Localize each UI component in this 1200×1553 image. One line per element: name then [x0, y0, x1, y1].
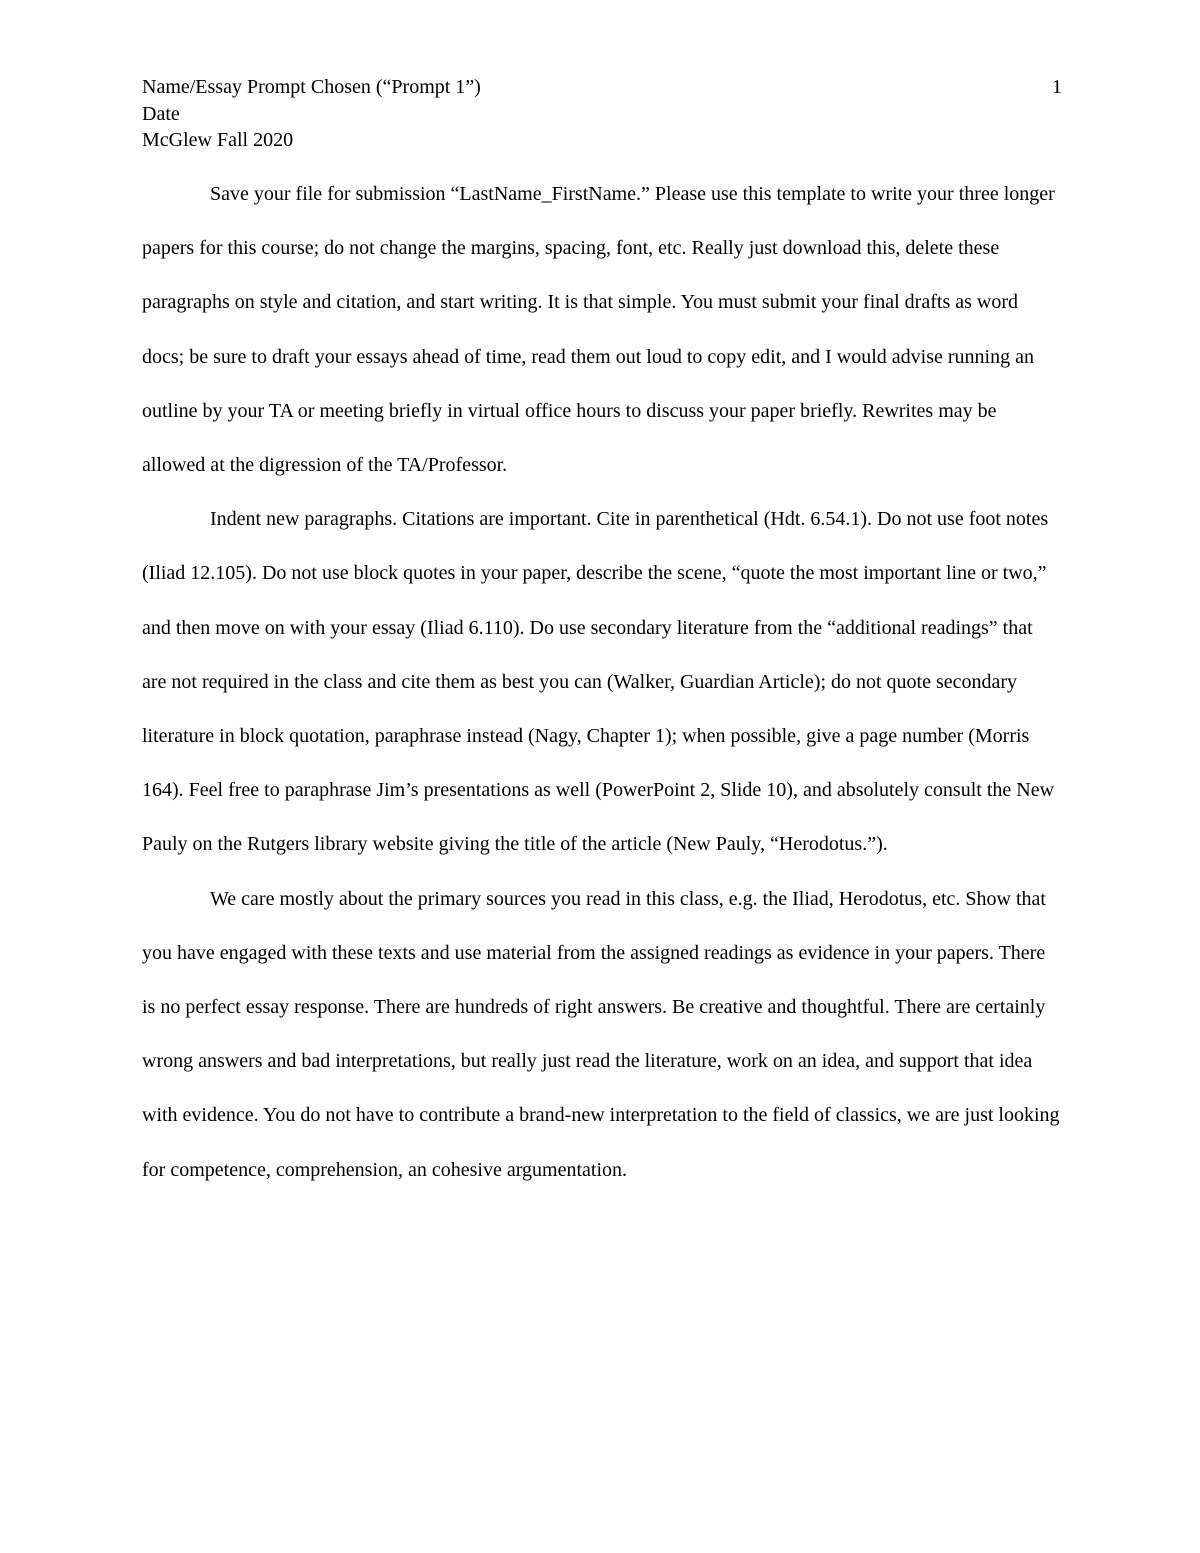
document-header [142, 74, 1062, 154]
header-name-prompt: Name/Essay Prompt Chosen (“Prompt 1”) [142, 76, 481, 98]
document-body [142, 167, 1060, 1197]
page-number: 1 [1052, 76, 1062, 98]
header-course: McGlew Fall 2020 [142, 129, 294, 151]
header-date: Date [142, 102, 180, 125]
paragraph-submission-instructions: Save your file for submission “LastName_FirstName.” Please use this template to write your three longer papers for this course; do not change the margins, spacing, font, etc. Really just download this, delete these paragraphs on style and citation, and start writing. It is that simple. You must submit your final drafts as word docs; be sure to draft your essays ahead of time, read them out loud to copy edit, and I would advise running an outline by your TA or meeting briefly in virtual office hours to discuss your paper briefly. Rewrites may be allowed at the digression of the TA/Professor. [142, 183, 1055, 477]
paragraph-citation-guidelines: Indent new paragraphs. Citations are important. Cite in parenthetical (Hdt. 6.54.1). Do not use foot notes (Iliad 12.105). Do not use block quotes in your paper, describe the scene, “quote the most important line or two,” and then move on with your essay (Iliad 6.110). Do use secondary literature from the “additional readings” that are not required in the class and cite them as best you can (Walker, Guardian Article); do not quote secondary literature in block quotation, paraphrase instead (Nagy, Chapter 1); when possible, give a page number (Morris 164). Feel free to paraphrase Jim’s presentations as well (PowerPoint 2, Slide 10), and absolutely consult the New Pauly on the Rutgers library website giving the title of the article (New Pauly, “Herodotus.”). [142, 508, 1055, 856]
paragraph-primary-sources: We care mostly about the primary sources you read in this class, e.g. the Iliad, Herodotus, etc. Show that you have engaged with these texts and use material from the assigned readings as evidence in your papers. There is no perfect essay response. There are hundreds of right answers. Be creative and thoughtful. There are certainly wrong answers and bad interpretations, but really just read the literature, work on an idea, and support that idea with evidence. You do not have to contribute a brand-new interpretation to the field of classics, we are just looking for competence, comprehension, an cohesive argumentation. [142, 887, 1060, 1181]
